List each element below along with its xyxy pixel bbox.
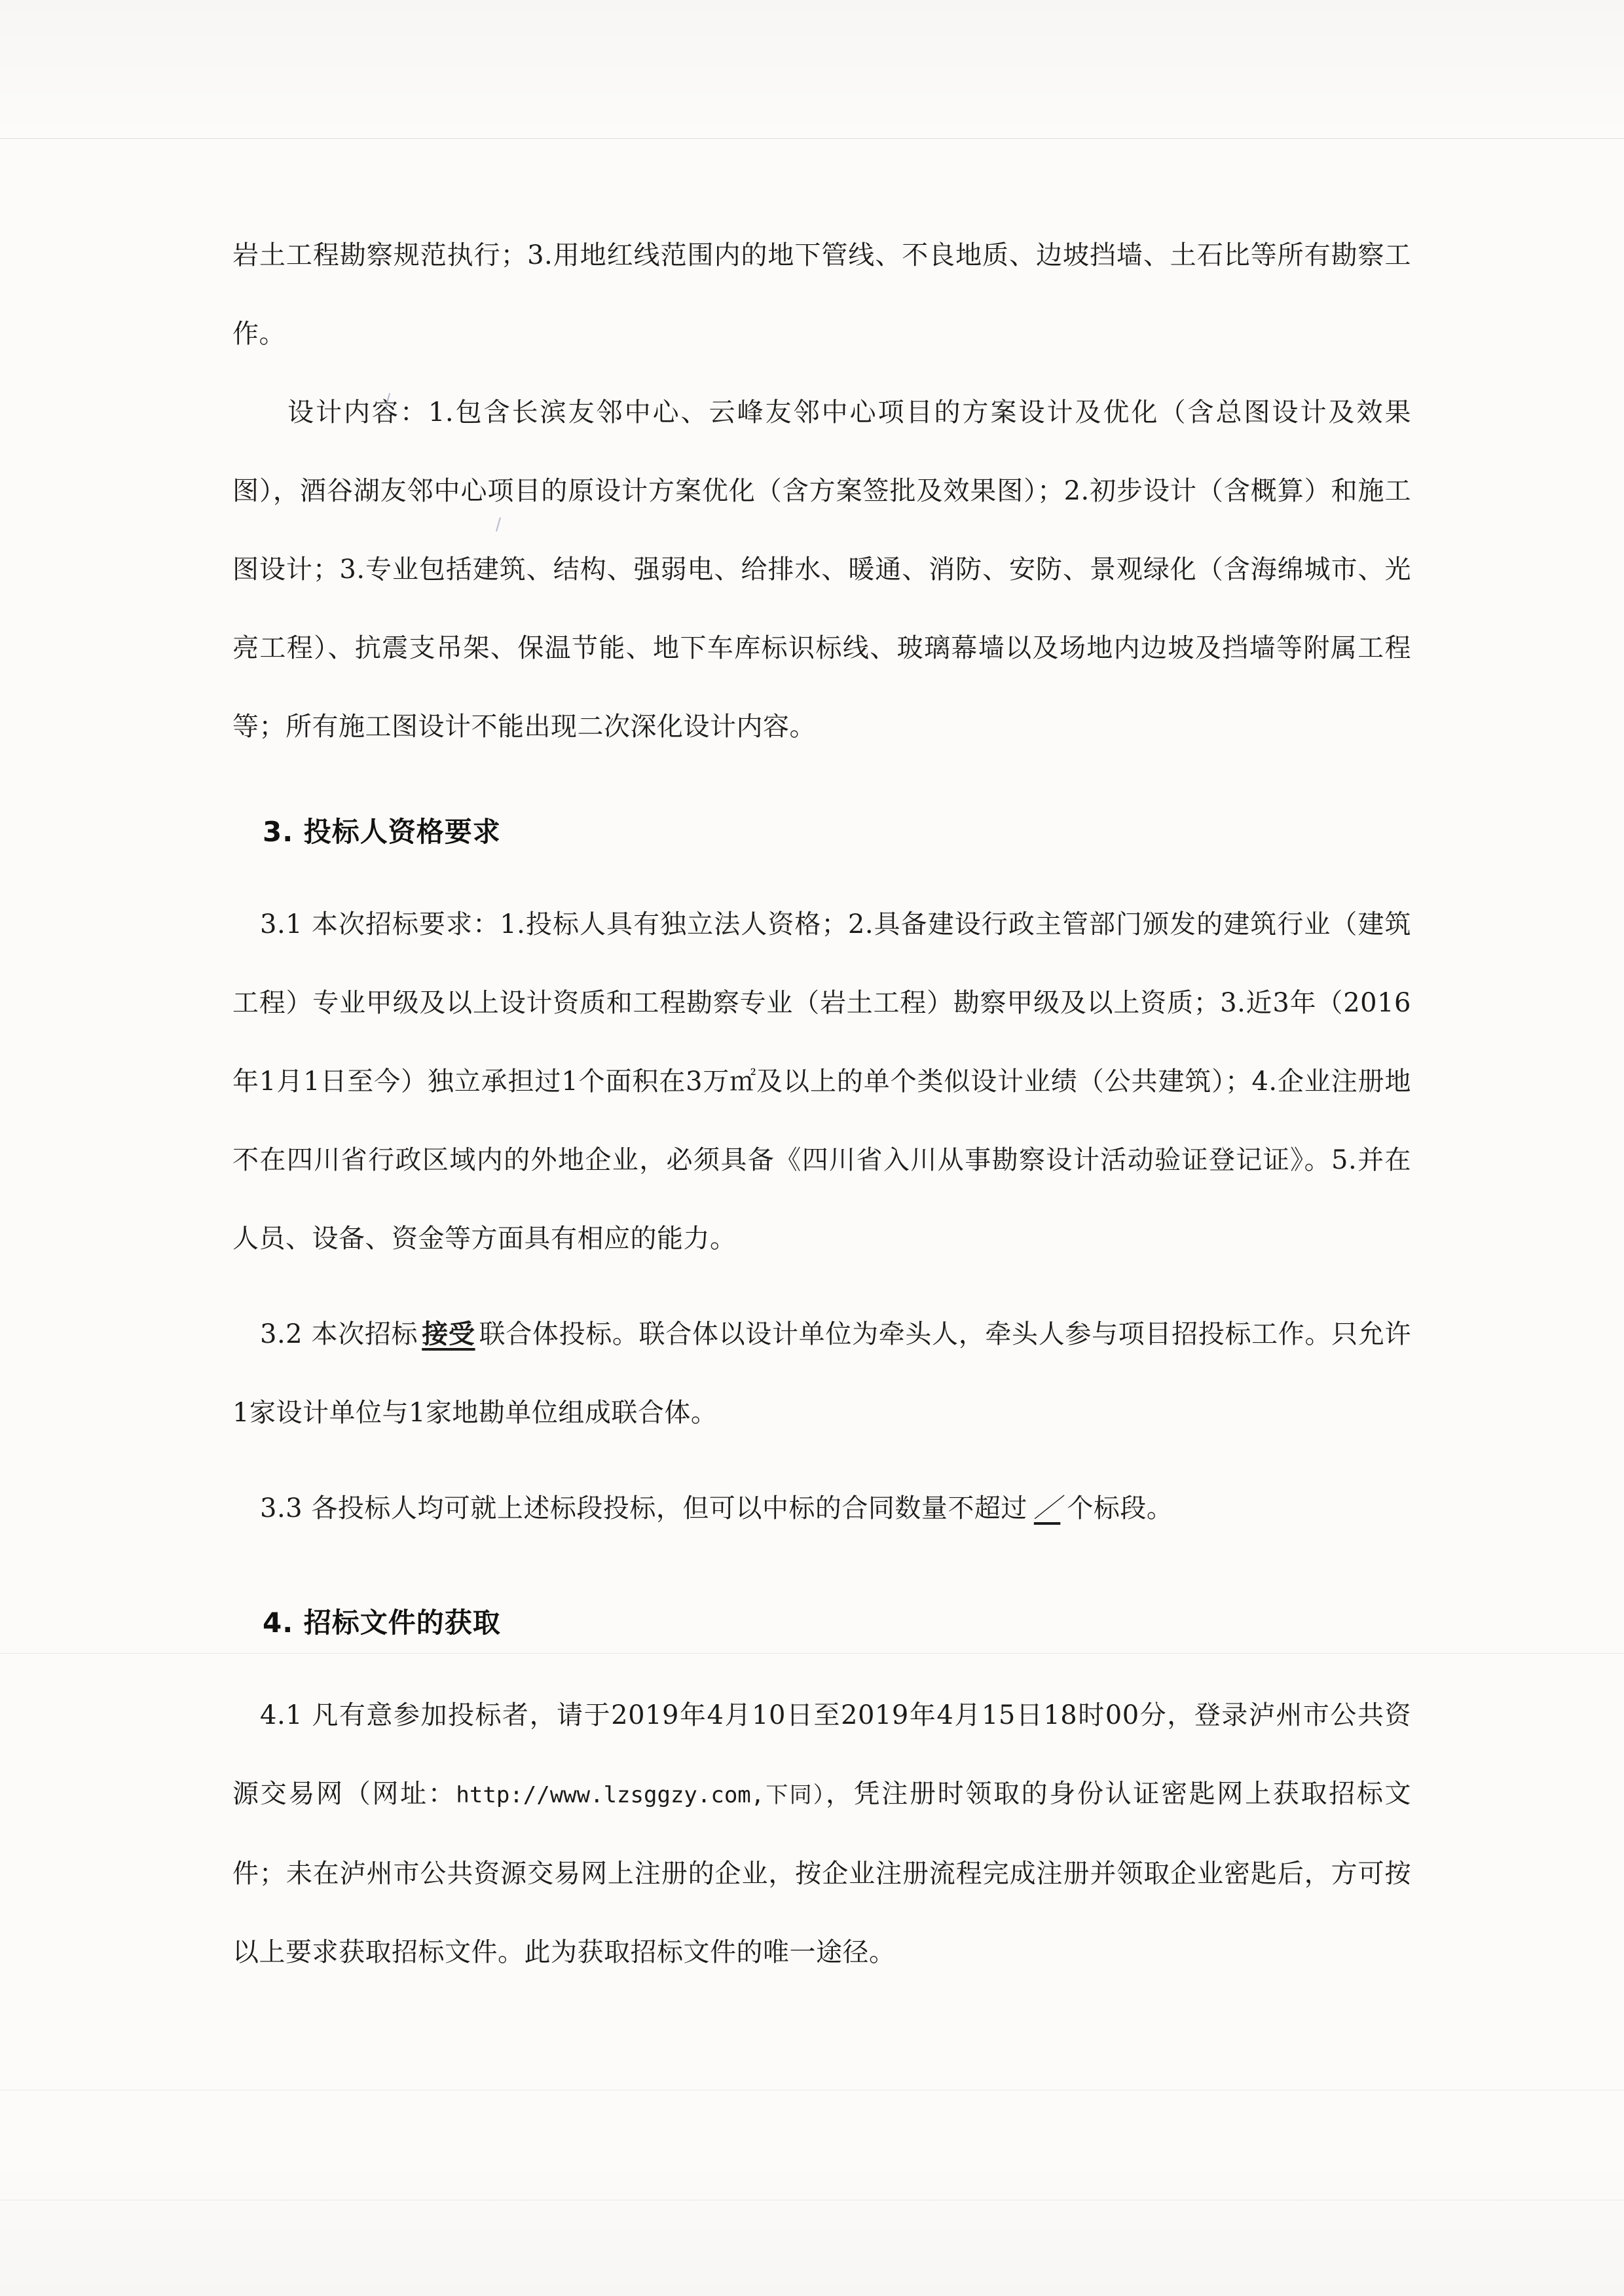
spacer <box>232 1659 1411 1676</box>
spacer <box>232 766 1411 796</box>
clause-3-3-underlined-value: ／ <box>1033 1493 1061 1523</box>
spacer <box>232 1452 1411 1469</box>
spacer <box>232 868 1411 885</box>
document-body <box>232 216 1411 1992</box>
clause-4-1-suffix: ，凭注册时领取的身份认证密匙网上获取招标文件；未在泸州市公共资源交易网上注册的企业，按企业注册流程完成注册并领取企业密匙后，方可按以上要求获取招标文件。此为获取招标文件的唯一途径。 <box>232 1779 1411 1967</box>
clause-3-1: 3.1 本次招标要求：1.投标人具有独立法人资格；2.具备建设行政主管部门颁发的建筑行业（建筑工程）专业甲级及以上设计资质和工程勘察专业（岩土工程）勘察甲级及以上资质；3.近3年（2016年1月1日至今）独立承担过1个面积在3万㎡及以上的单个类似设计业绩（公共建筑）；4.企业注册地不在四川省行政区域内的外地企业，必须具备《四川省入川从事勘察设计活动验证登记证》。5.并在人员、设备、资金等方面具有相应的能力。 <box>232 909 1411 1254</box>
spacer <box>232 1548 1411 1587</box>
paragraph-geotech-tail: 岩土工程勘察规范执行；3.用地红线范围内的地下管线、不良地质、边坡挡墙、土石比等所有勘察工作。 <box>232 240 1411 349</box>
clause-4-1-prefix: 4.1 凡有意参加投标者，请于2019年4月10日至2019年4月15日18时00分，登录泸州市公共资源交易网（网址： <box>232 1700 1411 1809</box>
section-heading-3: 3. 投标人资格要求 <box>263 816 501 848</box>
clause-4-1 <box>232 1676 1411 1992</box>
clause-3-3-prefix: 3.3 各投标人均可就上述标段投标，但可以中标的合同数量不超过 <box>260 1493 1027 1523</box>
scan-line <box>0 138 1624 139</box>
clause-3-2 <box>232 1295 1411 1452</box>
clause-4-1-url: http://www.lzsggzy.com,下同） <box>456 1782 826 1808</box>
clause-3-2-prefix: 3.2 本次招标 <box>260 1319 418 1349</box>
clause-3-3-suffix: 个标段。 <box>1067 1493 1173 1523</box>
paragraph-design-content: 设计内容：1.包含长滨友邻中心、云峰友邻中心项目的方案设计及优化（含总图设计及效果图），酒谷湖友邻中心项目的原设计方案优化（含方案签批及效果图）；2.初步设计（含概算）和施工图设计；3.专业包括建筑、结构、强弱电、给排水、暖通、消防、安防、景观绿化（含海绵城市、光亮工程）、抗震支吊架、保温节能、地下车库标识标线、玻璃幕墙以及场地内边坡及挡墙等附属工程等；所有施工图设计不能出现二次深化设计内容。 <box>232 397 1411 742</box>
section-heading-4: 4. 招标文件的获取 <box>263 1607 501 1639</box>
clause-3-2-suffix: 联合体投标。联合体以设计单位为牵头人，牵头人参与项目招投标工作。只允许1家设计单位与1家地勘单位组成联合体。 <box>232 1319 1412 1428</box>
clause-3-3 <box>232 1469 1411 1548</box>
clause-3-2-underlined-value: 接受 <box>422 1319 475 1349</box>
spacer <box>232 1278 1411 1295</box>
